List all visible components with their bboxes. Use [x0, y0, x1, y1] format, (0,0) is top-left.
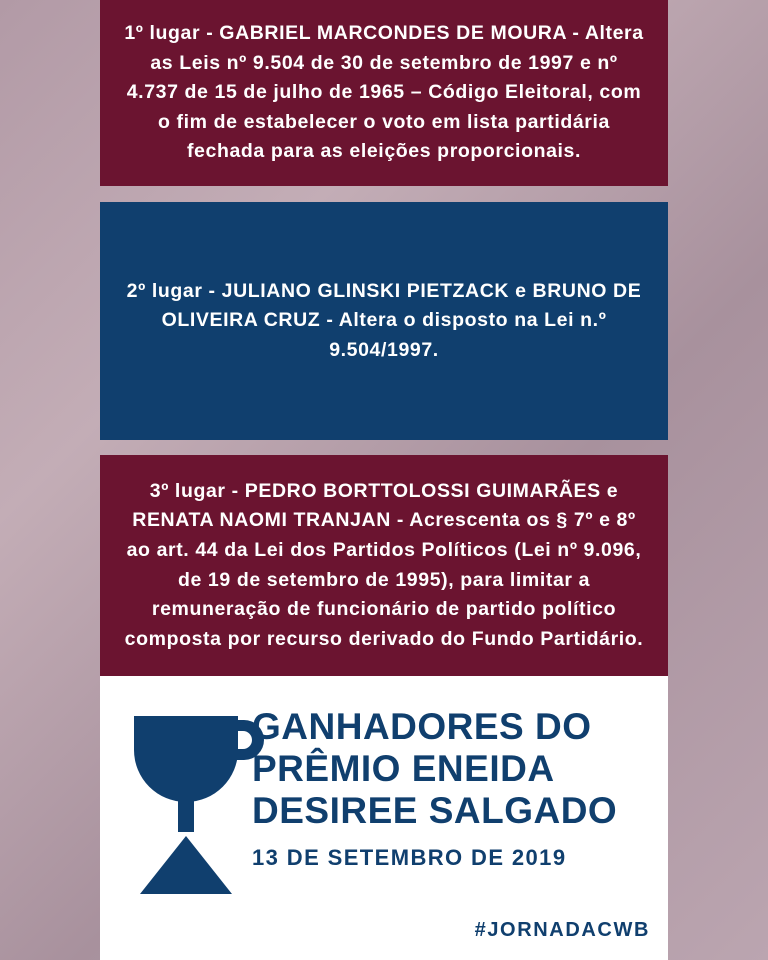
event-date: 13 DE SETEMBRO DE 2019	[252, 845, 567, 871]
award-card-third-place	[100, 455, 668, 676]
award-text-second-place: 2º lugar - JULIANO GLINSKI PIETZACK e BRUNO DE OLIVEIRA CRUZ - Altera o disposto na Lei n.º 9.504/1997.	[126, 279, 642, 361]
title-block	[252, 706, 658, 871]
page-title-line-3: DESIREE SALGADO	[252, 789, 618, 831]
award-card-first-place	[100, 0, 668, 186]
award-card-second-place	[100, 202, 668, 440]
trophy-icon	[114, 698, 264, 898]
award-text-first-place: 1º lugar - GABRIEL MARCONDES DE MOURA - Altera as Leis nº 9.504 de 30 de setembro de 1997 e nº 4.737 de 15 de julho de 1965 – Código Eleitoral, com o fim de estabelecer o voto em lista partidária fechada para as eleições proporcionais.	[124, 21, 644, 163]
page-title-line-1: GANHADORES DO	[252, 706, 592, 747]
footer-panel	[100, 676, 668, 960]
award-text-third-place: 3º lugar - PEDRO BORTTOLOSSI GUIMARÃES e RENATA NAOMI TRANJAN - Acrescenta os § 7º e 8º ao art. 44 da Lei dos Partidos Políticos (Lei nº 9.096, de 19 de setembro de 1995), para limitar a remuneração de funcionário de partido político composta por recurso derivado do Fundo Partidário.	[124, 479, 644, 650]
hashtag: #JORNADACWB	[474, 919, 650, 941]
page-title-line-2: PRÊMIO ENEIDA	[252, 747, 555, 789]
